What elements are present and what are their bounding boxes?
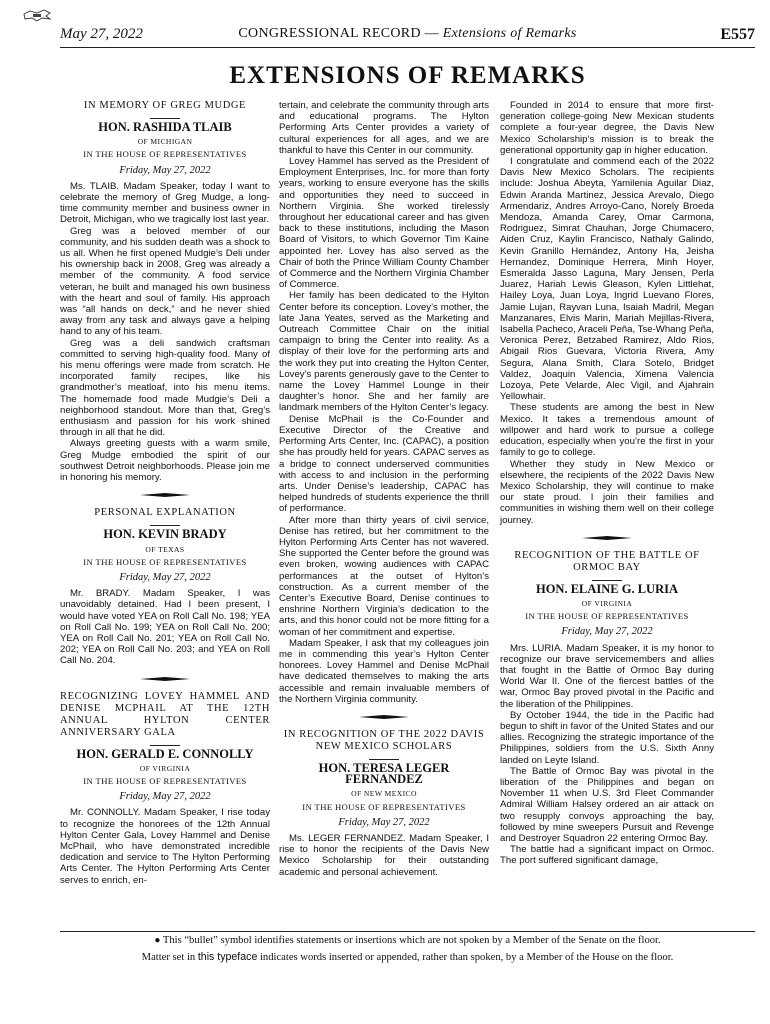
remarks-date: Friday, May 27, 2022 bbox=[119, 571, 211, 583]
section-heading: RECOGNITION OF THE BATTLE OF ORMOC BAY bbox=[514, 549, 700, 573]
remarks-date: Friday, May 27, 2022 bbox=[338, 816, 430, 828]
paragraph: Mr. CONNOLLY. Madam Speaker, I rise today to recognize the honorees of the 12th Annual Hylton Center Gala, Lovey Hammel and Denise McPhail, who have demonstrated incredible dedication and service to The Hylton Performing Arts Center. The Hylton Performing Arts Center serves to enrich, en- bbox=[60, 807, 270, 886]
footer-bullet-note: ● This “bullet” symbol identifies statements or insertions which are not spoken by a Member of the Senate on the floor. bbox=[154, 935, 661, 946]
chamber-line: IN THE HOUSE OF REPRESENTATIVES bbox=[83, 556, 247, 567]
paragraph: After more than thirty years of civil service, Denise has retired, but her commitment to the Hylton Performing Arts Center has not wavered. She supported the Center before the ground was even broken, wowing audiences with CAPAC performances at the outset of Hylton’s construction. As a current member of the Center’s Executive Board, Denise continues to enshrine Northern Virginia’s dedication to the arts, and this honor could not be more fitting for a woman of her commitment and expertise. bbox=[279, 514, 489, 638]
section-heading: IN RECOGNITION OF THE 2022 DAVIS NEW MEXICO SCHOLARS bbox=[283, 728, 485, 752]
chamber-line: IN THE HOUSE OF REPRESENTATIVES bbox=[525, 611, 689, 622]
member-name: HON. KEVIN BRADY bbox=[103, 527, 227, 542]
header-title: CONGRESSIONAL RECORD — Extensions of Remarks bbox=[238, 26, 577, 41]
paragraph: These students are among the best in New Mexico. It takes a tremendous amount of willpower and hard work to pursue a college education, especially when you’re the first in your family to go to college. bbox=[500, 402, 714, 459]
column-3 bbox=[500, 100, 714, 867]
paragraph: Her family has been dedicated to the Hylton Center before its conception. Lovey’s mother, the late Jana Yeates, served as the Marketing and Outreach Committee Chair on the initial campaign to bring the Center into reality. As a display of their love for the performing arts and the work they put into creating the Hylton Center, Lovey’s parents generously gave to the Center to name the Lovey Hammel Lounge in their daughter’s honor. She and her family are landmark members of the Hylton Center’s legacy. bbox=[279, 290, 489, 414]
paragraph: Denise McPhail is the Co-Founder and Executive Director of the Creative and Performing Arts Center, Inc. (CAPAC), a position she has proudly held for years. CAPAC serves as a bridge to connect underserved communities with access to and inclusion in the performing arts. Under Denise’s leadership, CAPAC has helped hundreds of students experience the thrill of performance. bbox=[279, 413, 489, 515]
paragraph: Whether they study in New Mexico or elsewhere, the recipients of the 2022 Davis New Mexico Scholarship, they will continue to make our state proud. I join their families and communities in wishing them well on their college journey. bbox=[500, 458, 714, 526]
member-state: OF TEXAS bbox=[145, 544, 185, 554]
footer-rule bbox=[60, 931, 755, 932]
paragraph: Lovey Hammel has served as the President of Employment Enterprises, Inc. for more than forty years, working to ensure everyone has the skills and opportunities they need to succeed in Northern Virginia. She worked tirelessly throughout her educational career and has given back to these institutions, including the Mason Board of Visitors, to which Governor Tim Kaine appointed her. Lovey has also served as the Chair of both the Prince William County Chamber of Commerce and the Northern Virginia Chamber of Commerce. bbox=[279, 156, 489, 291]
paragraph: Always greeting guests with a warm smile, Greg Mudge embodied the spirit of our southwest Detroit neighborhoods. Please join me in honoring his memory. bbox=[60, 438, 270, 484]
header-date: May 27, 2022 bbox=[60, 26, 143, 42]
member-state: OF MICHIGAN bbox=[137, 137, 193, 147]
section-separator-icon bbox=[140, 677, 190, 681]
paragraph: The battle had a significant impact on Ormoc. The port suffered significant damage, bbox=[500, 844, 714, 867]
member-state: OF NEW MEXICO bbox=[351, 789, 417, 799]
column-2 bbox=[279, 100, 489, 878]
page-header bbox=[60, 26, 755, 46]
divider bbox=[150, 745, 180, 746]
paragraph: By October 1944, the tide in the Pacific had begun to shift in favor of the United States and our allies. Recognizing the strategic importance of the Philippines, soldiers from the U.S. Sixth Anny landed on Leyte Island. bbox=[500, 709, 714, 766]
paragraph: Ms. LEGER FERNANDEZ. Madam Speaker, I rise to honor the recipients of the Davis New Mexico Scholarship for their outstanding academic and personal achievement. bbox=[279, 832, 489, 878]
remarks-date: Friday, May 27, 2022 bbox=[119, 791, 211, 803]
member-name: HON. RASHIDA TLAIB bbox=[98, 120, 232, 134]
remarks-date: Friday, May 27, 2022 bbox=[561, 626, 653, 638]
section-separator-icon bbox=[359, 715, 409, 719]
paragraph: tertain, and celebrate the community through arts and educational programs. The Hylton Performing Arts Center provides a variety of cultural experiences for all ages, and we are thankful to have this Center in our community. bbox=[279, 100, 489, 156]
footer-typeface-note: Matter set in this typeface indicates words inserted or appended, rather than spoken, by a Member of the House on the floor. bbox=[141, 951, 674, 963]
bullet-icon: ● bbox=[154, 935, 161, 946]
section-heading: PERSONAL EXPLANATION bbox=[94, 507, 236, 519]
paragraph: Mrs. LURIA. Madam Speaker, it is my honor to recognize our brave servicemembers and allies that fought in the Battle of Ormoc Bay during World War II. One of the fiercest battles of the war, Ormoc Bay proved pivotal in the Pacific and the liberation of the Philippines. bbox=[500, 642, 714, 710]
header-page-number: E557 bbox=[720, 26, 755, 43]
paragraph: Ms. TLAIB. Madam Speaker, today I want to celebrate the memory of Greg Mudge, a long-time community member and business owner in Detroit, Michigan, who we tragically lost last year. bbox=[60, 180, 270, 226]
paragraph: Founded in 2014 to ensure that more first-generation college-going New Mexican students complete a four-year degree, the Davis New Mexico Scholarship’s mission is to break the generational opportunity gap in higher education. bbox=[500, 100, 714, 156]
chamber-line: IN THE HOUSE OF REPRESENTATIVES bbox=[83, 775, 247, 786]
member-state: OF VIRGINIA bbox=[581, 598, 633, 608]
paragraph: Mr. BRADY. Madam Speaker, I was unavoidably detained. Had I been present, I would have voted YEA on Roll Call No. 198; YEA on Roll Call No. 199; YEA on Roll Call No. 200; YEA on Roll Call No. 201; YEA on Roll Call No. 202; YEA on Roll Call No. 203; and YEA on Roll Call No. 204. bbox=[60, 588, 270, 667]
divider bbox=[369, 759, 399, 760]
section-separator-icon bbox=[140, 493, 190, 497]
paragraph: Madam Speaker, I ask that my colleagues join me in commending this year’s Hylton Center honorees. Lovey Hammel and Denise McPhail have dedicated themselves to making the arts accessible and remain invaluable members of the Northern Virginia community. bbox=[279, 637, 489, 705]
page-title: EXTENSIONS OF REMARKS bbox=[229, 62, 586, 89]
divider bbox=[150, 118, 180, 119]
header-rule bbox=[60, 47, 755, 48]
divider bbox=[592, 580, 622, 581]
paragraph: The Battle of Ormoc Bay was pivotal in the liberation of the Philippines and began on November 11 when U.S. 3rd Fleet Commander Admiral William Halsey ordered an air attack on two resupply convoys approaching the bay, followed by mine sweepers Pursuit and Revenge and Destroyer Squadron 22 entering Ormoc Bay. bbox=[500, 765, 714, 844]
member-state: OF VIRGINIA bbox=[139, 763, 191, 773]
remarks-date: Friday, May 27, 2022 bbox=[119, 164, 211, 176]
member-name: HON. TERESA LEGER FERNANDEZ bbox=[318, 760, 450, 787]
section-separator-icon bbox=[582, 536, 632, 540]
paragraph: Greg was a deli sandwich craftsman committed to serving high-quality food. Many of his menu offerings were made from scratch. He incorporated family recipes, like his grandmother’s meatloaf, into his menu items. The homemade food made Mudgie’s Deli a neighborhood standout. More than that, Greg’s enthusiasm and passion for his work shined through in all that he did. bbox=[60, 337, 270, 439]
government-seal-icon bbox=[22, 8, 52, 24]
chamber-line: IN THE HOUSE OF REPRESENTATIVES bbox=[302, 801, 466, 812]
paragraph: I congratulate and commend each of the 2022 Davis New Mexico Scholars. The recipients include: Joshua Abeyta, Yamilenia Aguilar Diaz, Edwin Aranda Martinez, Jessica Arevalo, Diego Armendariz, Andres Arroyo-Cano, Norely Broeda Mendoza, Amanda Carey, Omar Carmona, Rodriguez, Simrat Chauhan, Jorge Chumacero, Aiden Cruz, Kaylin Francisco, Nathaly Galindo, Kevin Granillo Hernández, Antony Ha, Jeisha Hernandez, Dominique Herrera, Minh Hoyer, Esmeralda Jasso Laguna, Mary Jensen, Perla Juarez, Hariah Lewis Gleason, Kylen Littlehat, Hailey Loya, Juan Loya, Ingrid Luevano Flores, Jamie Lujan, Rayvan Luna, Isaiah Madril, Megan Manzanares, Elvis Marin, Mariah Mejillas-Rivera, Isabella Pacheco, Araceli Peña, Tse-Whang Peña, Veronica Perez, Betzabed Ramirez, Aldo Rios, Abigail Rios Guevara, Victoria Rivera, Amy Segura, Alana Smith, Clara Sotelo, Bridget Valdez, Joaquin Valencia, Ximena Valencia Lozoya, Pete Velarde, Alec Vigil, and Ajahrain Yellowhair. bbox=[500, 156, 714, 403]
member-name: HON. ELAINE G. LURIA bbox=[535, 581, 679, 596]
section-heading: IN MEMORY OF GREG MUDGE bbox=[83, 100, 247, 111]
paragraph: Greg was a beloved member of our community, and his sudden death was a shock to us all. When he first opened Mudgie’s Deli under his ownership back in 2008, Greg was already a member of the community. A food service veteran, he built and managed his own business with the heart and soul of family. His approach was “all hands on deck,” and he never shied away from any task and always gave a helping hand to any of his team. bbox=[60, 225, 270, 338]
divider bbox=[150, 525, 180, 526]
column-1 bbox=[60, 100, 270, 886]
chamber-line: IN THE HOUSE OF REPRESENTATIVES bbox=[83, 149, 247, 160]
member-name: HON. GERALD E. CONNOLLY bbox=[76, 746, 254, 761]
section-heading: RECOGNIZING LOVEY HAMMEL AND DENISE MCPHAIL AT THE 12TH ANNUAL HYLTON CENTER ANNIVERSARY GALA bbox=[60, 690, 270, 738]
